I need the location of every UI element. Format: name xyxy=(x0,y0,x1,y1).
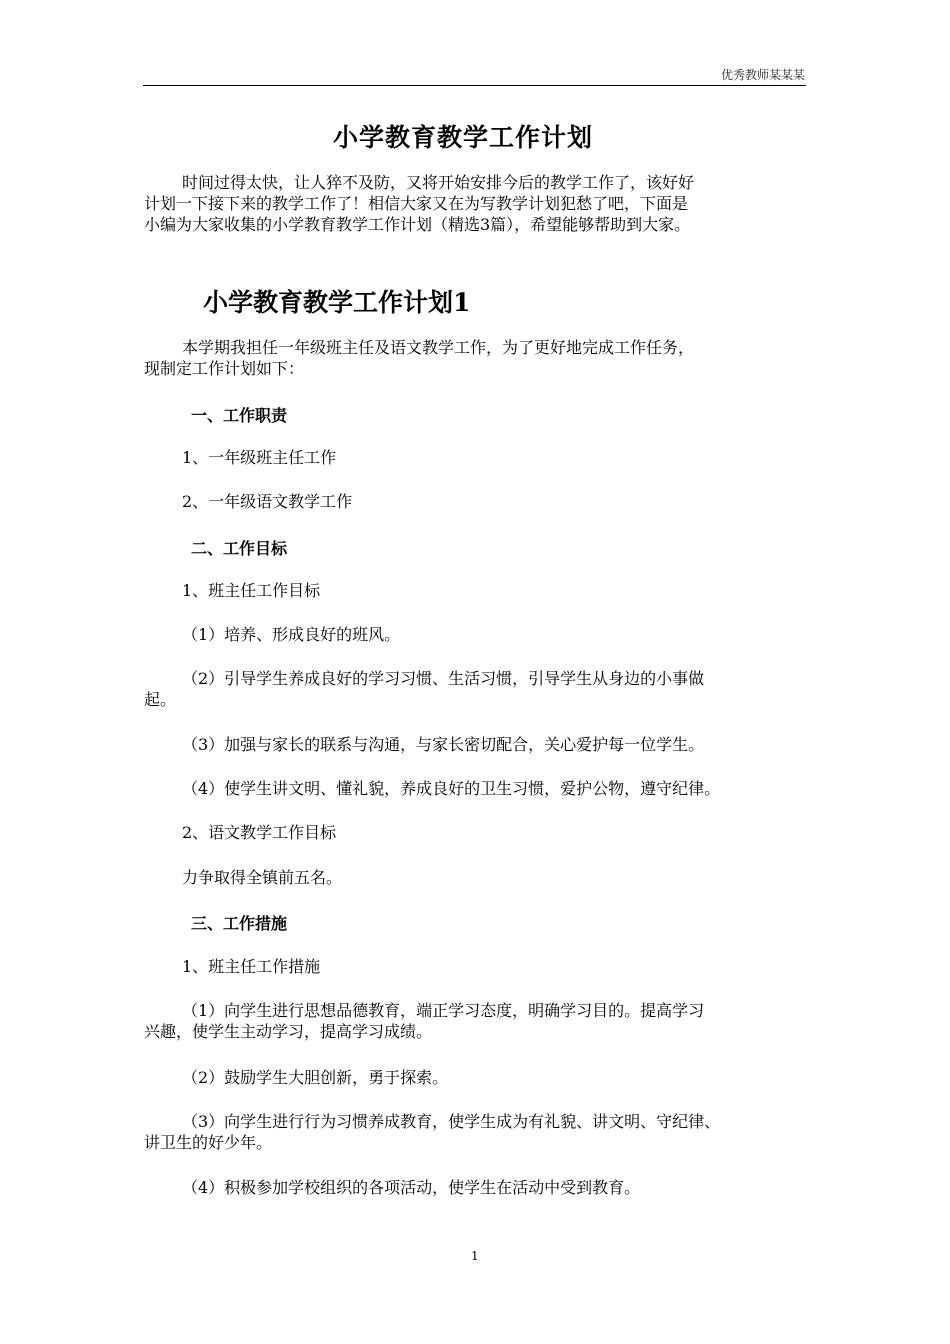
measure-line: （3）向学生进行行为习惯养成教育，使学生成为有礼貌、讲文明、守纪律、 xyxy=(182,1112,721,1131)
page-number: 1 xyxy=(471,1249,479,1263)
opening-paragraph xyxy=(144,337,694,379)
measure-subheading: 1、班主任工作措施 xyxy=(182,957,321,976)
header-author: 优秀教师某某某 xyxy=(720,68,805,82)
goal-item xyxy=(144,668,704,710)
goal-subheading: 2、语文教学工作目标 xyxy=(182,823,337,842)
goal-text: 力争取得全镇前五名。 xyxy=(182,868,343,887)
goal-item: （3）加强与家长的联系与沟通，与家长密切配合，关心爱护每一位学生。 xyxy=(182,735,705,754)
duty-item: 2、一年级语文教学工作 xyxy=(182,492,353,511)
goal-subheading: 1、班主任工作目标 xyxy=(182,581,321,600)
intro-line: 时间过得太快，让人猝不及防，又将开始安排今后的教学工作了，该好好 xyxy=(182,173,695,192)
measure-item: （2）鼓励学生大胆创新，勇于探索。 xyxy=(182,1068,449,1087)
section-title: 小学教育教学工作计划1 xyxy=(203,288,471,317)
measure-item: （4）积极参加学校组织的各项活动，使学生在活动中受到教育。 xyxy=(182,1178,641,1197)
intro-line: 小编为大家收集的小学教育教学工作计划（精选3篇），希望能够帮助到大家。 xyxy=(144,215,691,234)
measure-line: 兴趣，使学生主动学习，提高学习成绩。 xyxy=(144,1022,433,1041)
goal-line: （2）引导学生养成良好的学习习惯、生活习惯，引导学生从身边的小事做 xyxy=(182,669,705,688)
goal-line: 起。 xyxy=(144,690,177,709)
heading-duties: 一、工作职责 xyxy=(191,406,288,425)
measure-item xyxy=(144,1111,720,1153)
heading-measures: 三、工作措施 xyxy=(191,914,288,933)
measure-line: 讲卫生的好少年。 xyxy=(144,1133,273,1152)
duty-item: 1、一年级班主任工作 xyxy=(182,448,337,467)
opening-line: 本学期我担任一年级班主任及语文教学工作，为了更好地完成工作任务， xyxy=(182,338,695,357)
header-divider xyxy=(143,85,806,86)
heading-goals: 二、工作目标 xyxy=(191,539,288,558)
goal-item: （1）培养、形成良好的班风。 xyxy=(182,625,401,644)
measure-item xyxy=(144,1000,704,1042)
measure-line: （1）向学生进行思想品德教育，端正学习态度，明确学习目的。提高学习 xyxy=(182,1001,705,1020)
document-title: 小学教育教学工作计划 xyxy=(333,123,594,152)
intro-line: 计划一下接下来的教学工作了！相信大家又在为写教学计划犯愁了吧，下面是 xyxy=(144,194,689,213)
intro-paragraph xyxy=(144,172,694,235)
goal-item: （4）使学生讲文明、懂礼貌，养成良好的卫生习惯，爱护公物，遵守纪律。 xyxy=(182,779,721,798)
opening-line: 现制定工作计划如下： xyxy=(144,359,305,378)
